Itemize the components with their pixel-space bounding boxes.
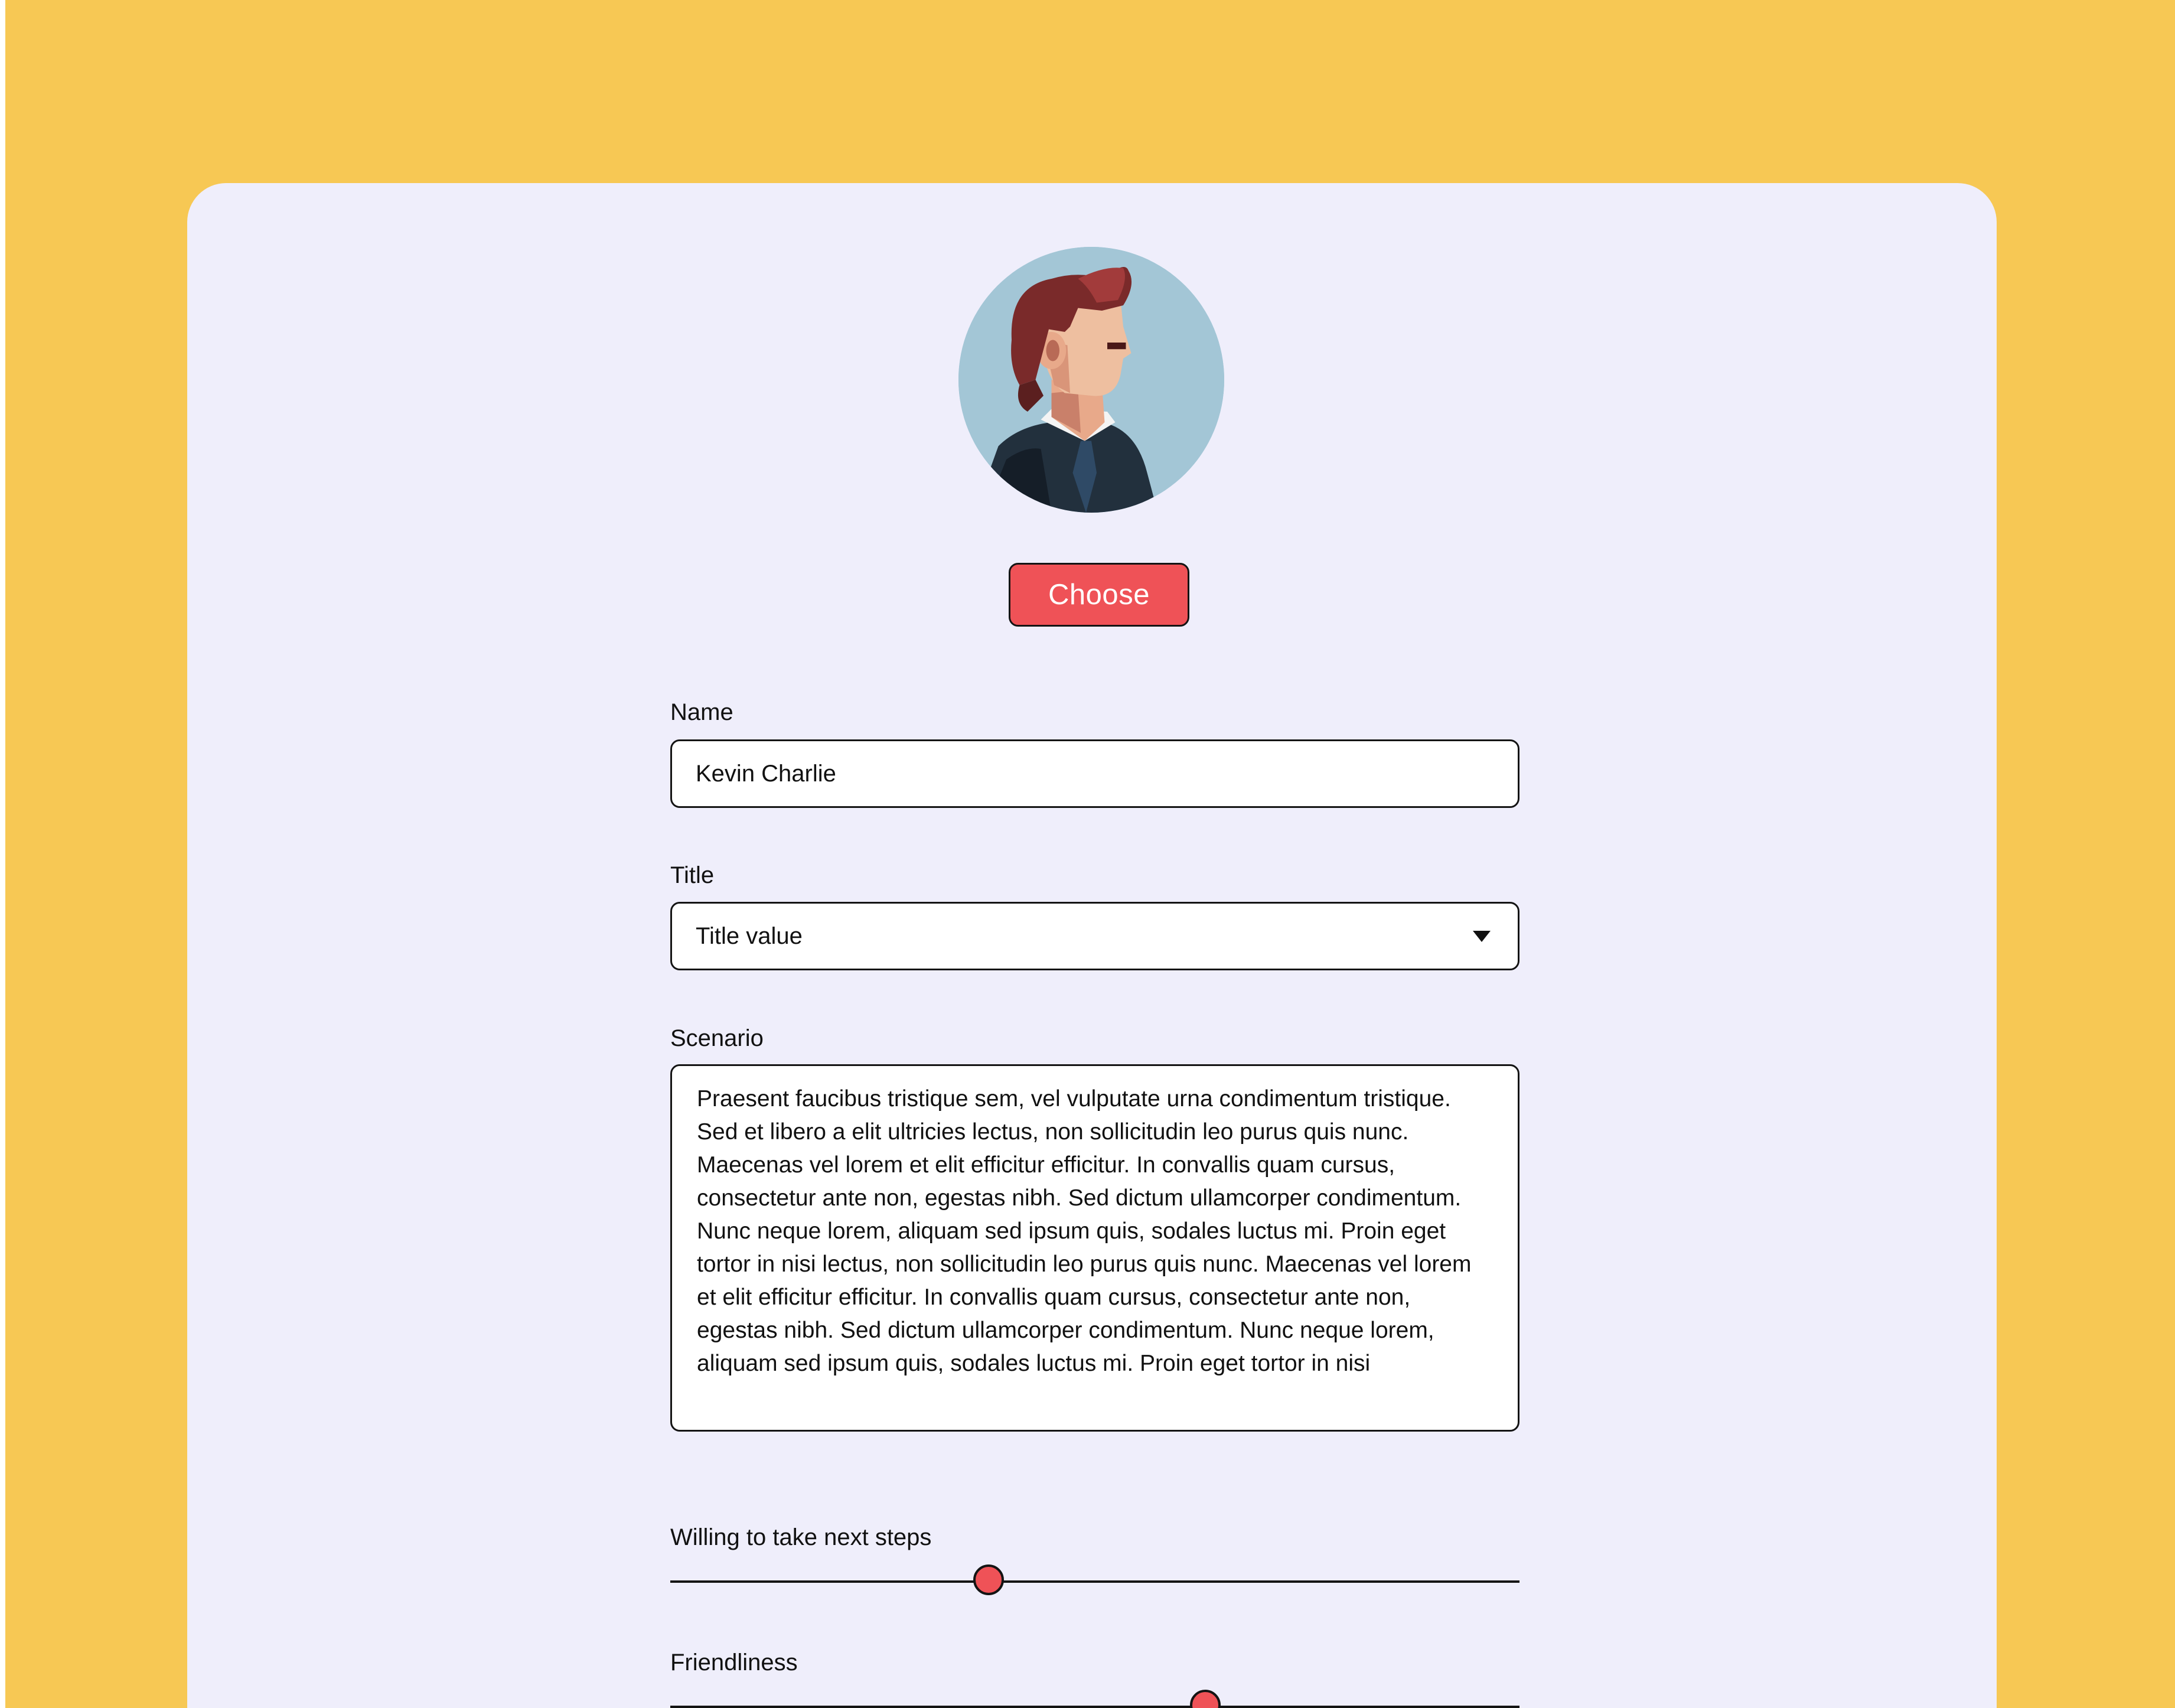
friendliness-slider[interactable] xyxy=(670,1689,1519,1708)
slider-track xyxy=(670,1706,1519,1708)
scenario-label: Scenario xyxy=(670,1025,764,1051)
chevron-down-icon xyxy=(1473,931,1491,942)
name-input[interactable] xyxy=(670,739,1519,808)
title-select-value: Title value xyxy=(696,923,803,949)
name-label: Name xyxy=(670,699,733,725)
avatar-illustration xyxy=(958,247,1224,513)
slider-track xyxy=(670,1580,1519,1583)
title-label: Title xyxy=(670,862,715,888)
slider-thumb[interactable] xyxy=(1190,1690,1221,1708)
slider-label-next-steps: Willing to take next steps xyxy=(670,1524,932,1550)
slider-thumb[interactable] xyxy=(973,1564,1004,1595)
avatar xyxy=(958,247,1224,513)
title-select[interactable] xyxy=(670,902,1519,970)
slider-label-friendliness: Friendliness xyxy=(670,1650,798,1676)
next-steps-slider[interactable] xyxy=(670,1564,1519,1599)
page-background xyxy=(5,0,2175,1708)
choose-button[interactable]: Choose xyxy=(1009,563,1189,627)
scenario-textarea[interactable] xyxy=(670,1064,1519,1432)
